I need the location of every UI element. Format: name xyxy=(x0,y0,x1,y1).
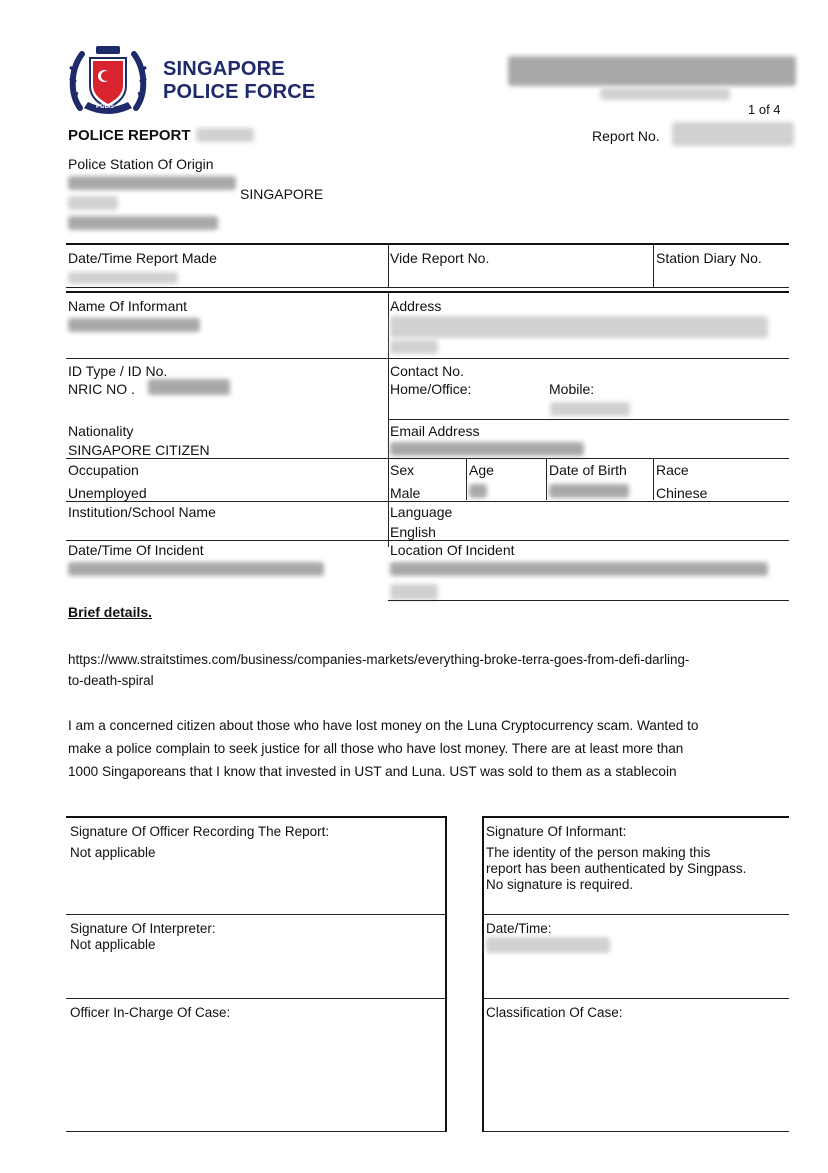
interpreter-signature-label: Signature Of Interpreter: xyxy=(70,921,216,936)
sig-top-border-right xyxy=(483,816,789,818)
redacted-report-no xyxy=(672,122,794,146)
incident-datetime-label: Date/Time Of Incident xyxy=(68,542,204,558)
spf-crest-icon xyxy=(66,42,150,120)
id-type-label: ID Type / ID No. xyxy=(68,363,168,379)
divider xyxy=(388,245,389,287)
id-type-value: NRIC NO . xyxy=(68,381,135,397)
language-label: Language xyxy=(390,504,453,520)
officer-in-charge-label: Officer In-Charge Of Case: xyxy=(70,1005,231,1020)
page-count: 1 of 4 xyxy=(748,102,781,117)
row-line xyxy=(388,600,789,601)
redacted-incident-location-1 xyxy=(390,562,768,576)
details-url-line2: to-death-spiral xyxy=(68,673,154,688)
occupation-label: Occupation xyxy=(68,462,139,478)
dob-label: Date of Birth xyxy=(549,462,627,478)
report-no-label: Report No. xyxy=(592,128,660,144)
interpreter-signature-value: Not applicable xyxy=(70,937,156,952)
details-url-line1: https://www.straitstimes.com/business/companies-markets/everything-broke-terra-goes-from-defi-darling- xyxy=(68,652,690,667)
details-paragraph-line1: I am a concerned citizen about those who have lost money on the Luna Cryptocurrency scam. Wanted to xyxy=(68,718,699,733)
sig-bottom-border-right xyxy=(483,1131,789,1132)
race-label: Race xyxy=(656,462,689,478)
contact-no-label: Contact No. xyxy=(390,363,464,379)
divider xyxy=(653,459,654,500)
race-value: Chinese xyxy=(656,485,708,501)
nationality-value: SINGAPORE CITIZEN xyxy=(68,442,210,458)
row-line xyxy=(66,358,388,359)
redacted-date-time xyxy=(68,272,178,284)
vide-report-no-label: Vide Report No. xyxy=(390,250,490,266)
sex-value: Male xyxy=(390,485,421,501)
nationality-label: Nationality xyxy=(68,423,134,439)
redacted-report-title xyxy=(196,128,254,142)
occupation-value: Unemployed xyxy=(68,485,147,501)
sig-right-column-border xyxy=(482,816,484,1132)
details-paragraph-line3: 1000 Singaporeans that I know that invested in UST and Luna. UST was sold to them as a stablecoin xyxy=(68,764,677,779)
sex-label: Sex xyxy=(390,462,415,478)
row-line xyxy=(66,287,789,288)
redacted-incident-location-2 xyxy=(390,584,438,600)
incident-location-label: Location Of Incident xyxy=(390,542,515,558)
language-value: English xyxy=(390,524,436,540)
redacted-dob xyxy=(549,484,629,498)
station-origin-label: Police Station Of Origin xyxy=(68,156,214,172)
redacted-name xyxy=(68,318,200,332)
redacted-station-3 xyxy=(68,216,218,230)
officer-recording-label: Signature Of Officer Recording The Report: xyxy=(70,824,330,839)
report-title: POLICE REPORT xyxy=(68,127,191,144)
sig-bottom-border-left xyxy=(66,1131,446,1132)
redacted-incident-datetime xyxy=(68,562,324,576)
station-diary-no-label: Station Diary No. xyxy=(656,250,762,266)
row-line xyxy=(388,358,789,359)
informant-signature-line3: No signature is required. xyxy=(486,877,634,892)
row-line xyxy=(66,291,789,293)
redacted-nric xyxy=(148,379,230,395)
redacted-email xyxy=(390,442,584,456)
row-line xyxy=(483,998,789,999)
redacted-age xyxy=(469,484,487,498)
redacted-address-1 xyxy=(390,316,768,338)
age-label: Age xyxy=(469,462,494,478)
row-line xyxy=(66,998,446,999)
informant-signature-line1: The identity of the person making this xyxy=(486,845,711,860)
home-office-label: Home/Office: xyxy=(390,381,472,397)
name-of-informant-label: Name Of Informant xyxy=(68,298,188,314)
sig-top-border-left xyxy=(66,816,446,818)
redacted-station-1 xyxy=(68,176,236,190)
address-label: Address xyxy=(390,298,442,314)
crest-label: POLIS xyxy=(96,104,115,110)
redacted-mobile xyxy=(550,402,630,416)
row-line xyxy=(66,458,789,459)
email-address-label: Email Address xyxy=(390,423,480,439)
redacted-station-2 xyxy=(68,196,118,210)
officer-recording-value: Not applicable xyxy=(70,845,156,860)
redacted-signature-datetime xyxy=(486,937,610,953)
row-line xyxy=(483,914,789,915)
org-name-line1: SINGAPORE xyxy=(163,58,285,80)
institution-label: Institution/School Name xyxy=(68,504,216,520)
org-name-line2: POLICE FORCE xyxy=(163,81,316,103)
station-city: SINGAPORE xyxy=(240,186,324,202)
row-line xyxy=(66,501,789,502)
mobile-label: Mobile: xyxy=(549,381,595,397)
center-divider xyxy=(388,293,389,547)
table-top-border xyxy=(66,243,789,245)
row-line xyxy=(388,419,789,420)
classification-of-case-label: Classification Of Case: xyxy=(486,1005,623,1020)
sig-left-column-border xyxy=(445,816,447,1132)
redacted-header-id xyxy=(508,56,796,86)
informant-signature-line2: report has been authenticated by Singpass. xyxy=(486,861,747,876)
brief-details-heading: Brief details. xyxy=(68,604,153,620)
details-paragraph-line2: make a police complain to seek justice for all those who have lost money. There are at least more than xyxy=(68,741,684,756)
divider xyxy=(466,459,467,500)
redacted-address-2 xyxy=(390,340,438,354)
date-time-report-made-label: Date/Time Report Made xyxy=(68,250,217,266)
divider xyxy=(653,245,654,287)
redacted-header-sub xyxy=(600,88,730,100)
divider xyxy=(546,459,547,500)
row-line xyxy=(66,540,789,541)
row-line xyxy=(66,914,446,915)
datetime-label: Date/Time: xyxy=(486,921,552,936)
informant-signature-label: Signature Of Informant: xyxy=(486,824,627,839)
